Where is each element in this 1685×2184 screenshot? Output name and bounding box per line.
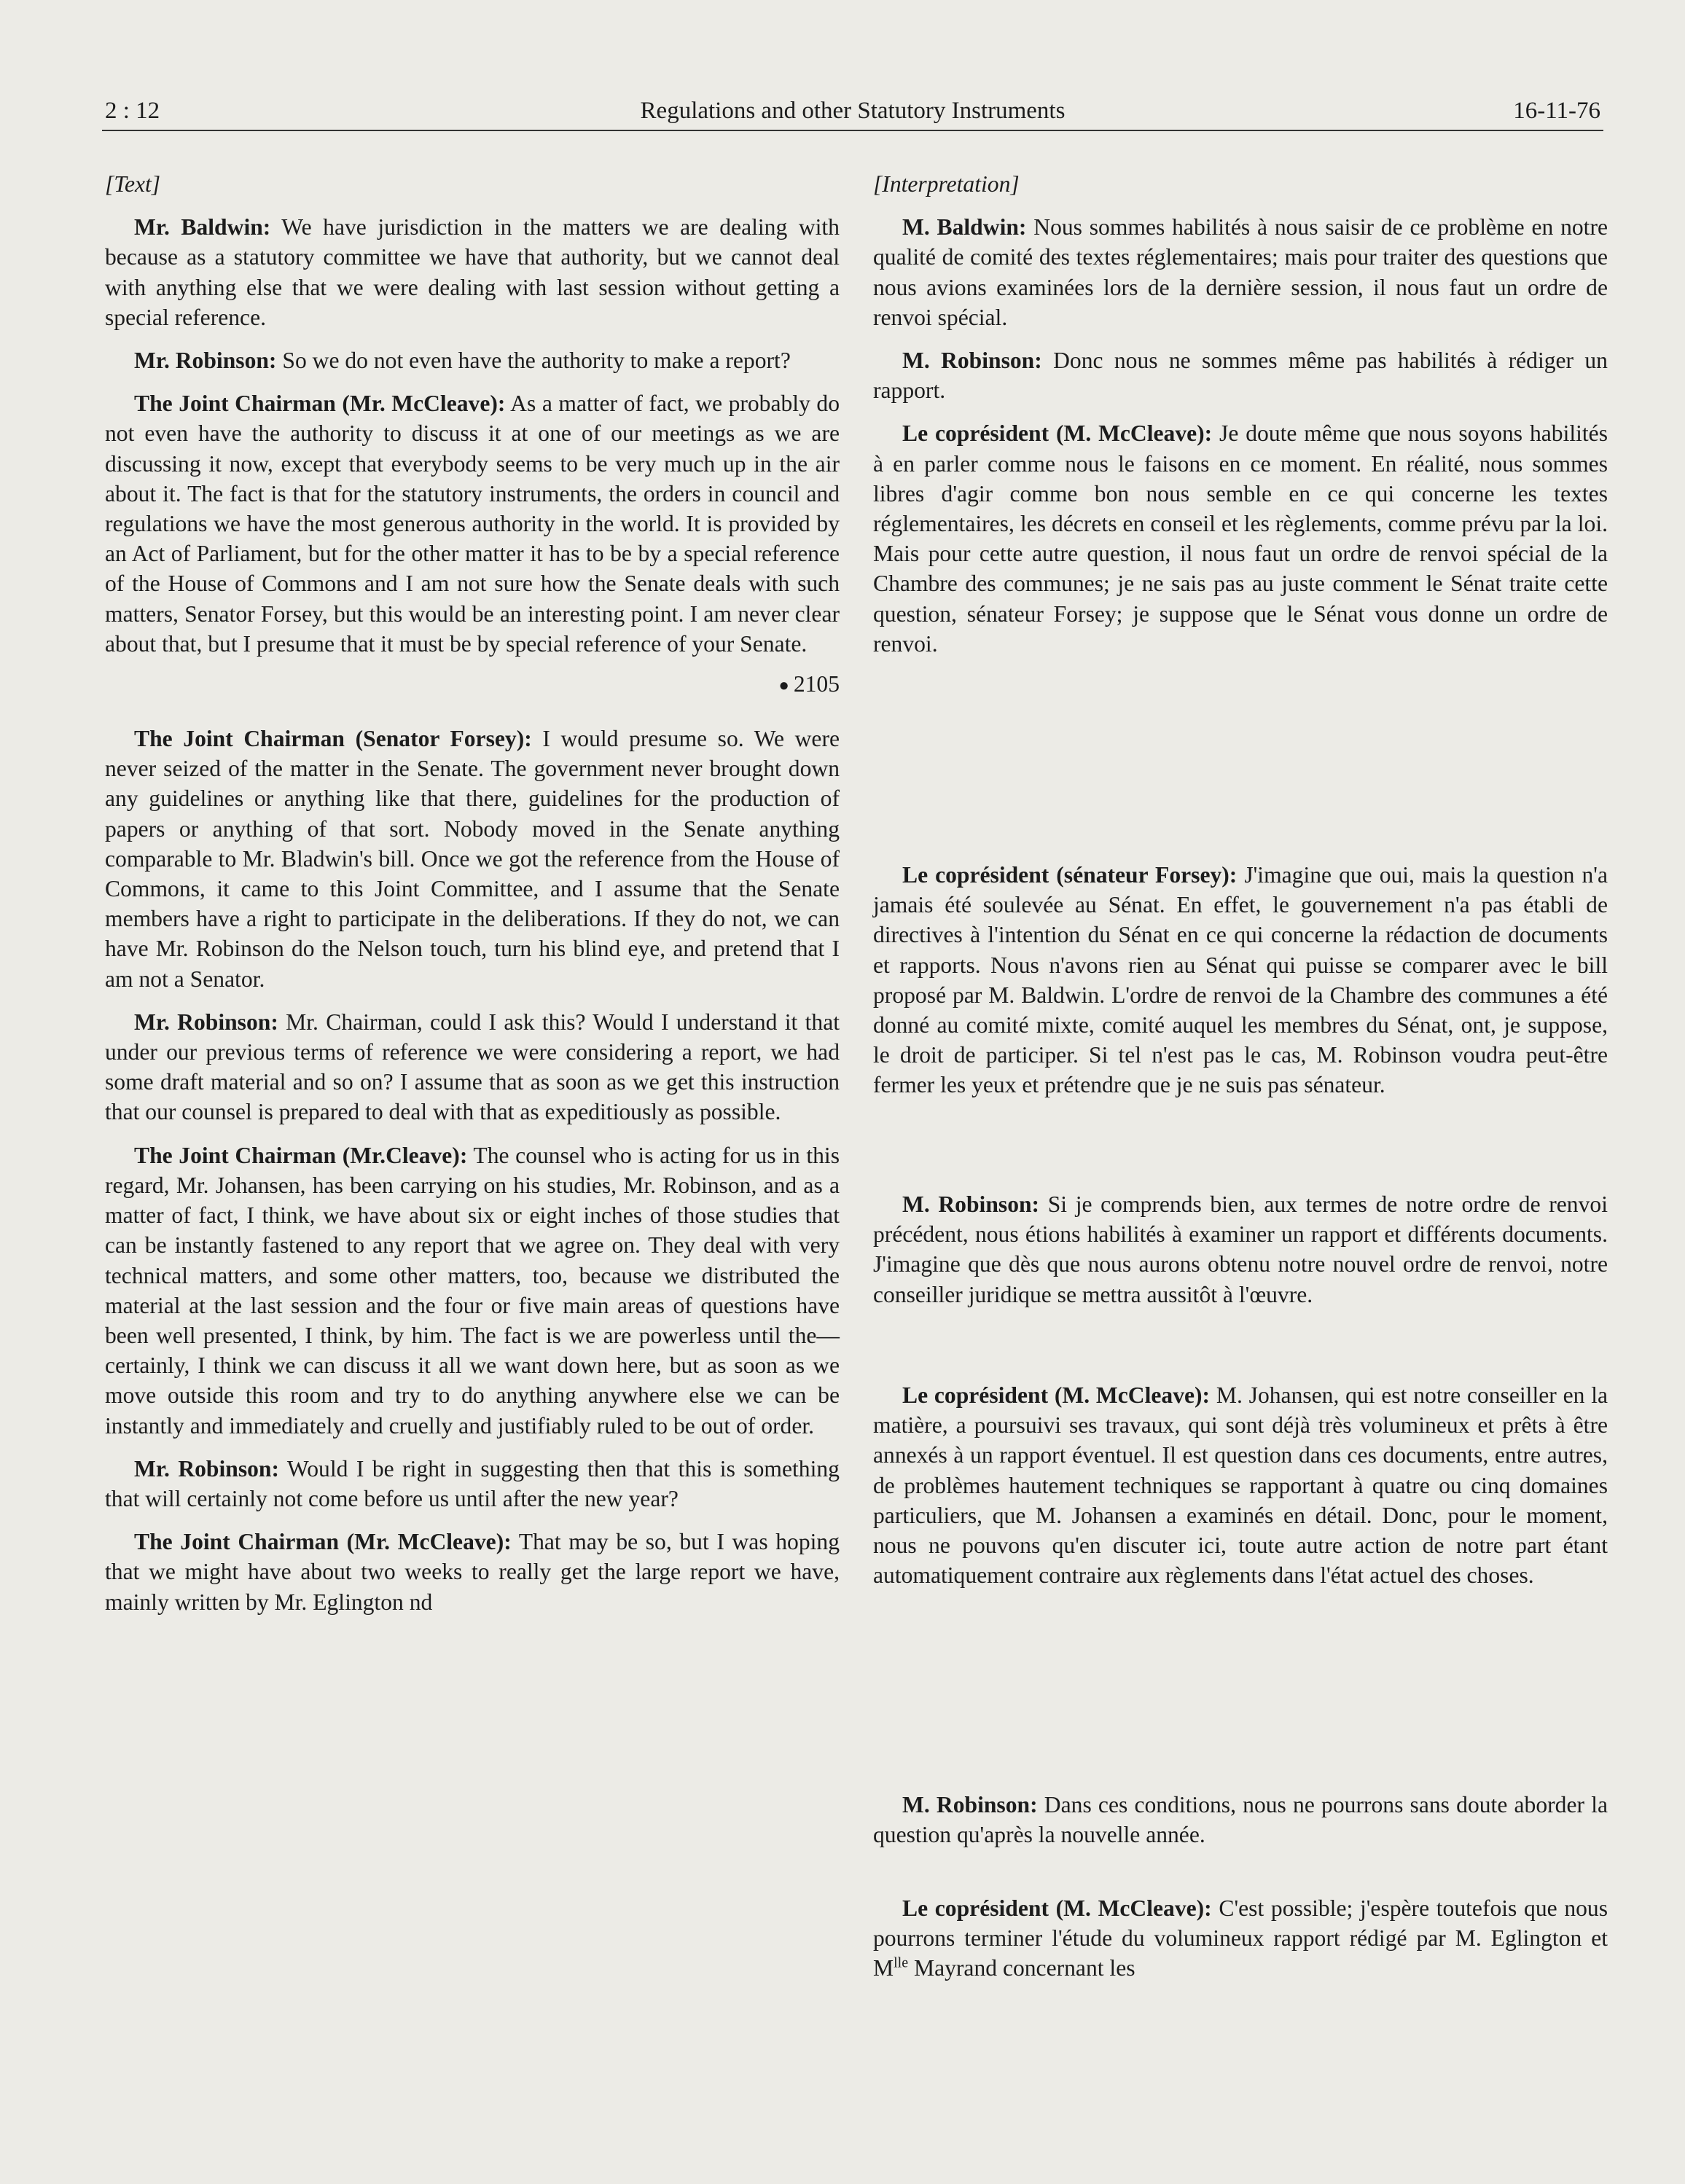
speech-paragraph — [873, 345, 1608, 405]
speech-paragraph — [105, 1007, 840, 1127]
text-label: [Text] — [105, 171, 161, 197]
session-date: 16-11-76 — [1513, 98, 1600, 124]
speech-paragraph — [873, 1189, 1608, 1310]
speaker-name: M. Robinson: — [902, 1792, 1038, 1817]
bullet-icon: ● — [778, 676, 789, 696]
speech-paragraph — [105, 1454, 840, 1514]
speech-text: J'imagine que oui, mais la question n'a jamais été soulevée au Sénat. En effet, le gouvernement n'a pas établi de directives à l'intention du Sénat en ce qui concerne la rédaction de documents et rapports. Nous n'avons rien au Sénat qui puisse se comparer avec le bill proposé par M. Baldwin. L'ordre de renvoi de la Chambre des communes a été donné au comité mixte, comité auquel les membres du Sénat, ont, je suppose, le droit de participer. Si tel n'est pas le cas, M. Robinson voudra peut-être fermer les yeux et prétendre que je ne suis pas sénateur. — [873, 862, 1608, 1098]
speech-paragraph — [873, 1790, 1608, 1850]
speaker-name: M. Robinson: — [902, 348, 1042, 374]
speech-text: Dans ces conditions, nous ne pourrons sans doute aborder la question qu'après la nouvelle année. — [873, 1792, 1608, 1848]
speaker-name: The Joint Chairman (Senator Forsey): — [134, 726, 532, 752]
page-number: 2 : 12 — [105, 98, 160, 124]
speaker-name: The Joint Chairman (Mr.Cleave): — [134, 1142, 468, 1168]
speaker-name: The Joint Chairman (Mr. McCleave): — [134, 1529, 512, 1555]
speaker-name: M. Baldwin: — [902, 214, 1027, 240]
speech-paragraph — [105, 388, 840, 659]
speech-text: I would presume so. We were never seized of the matter in the Senate. The government never brought down any guidelines or anything like that there, guidelines for the production of papers or anything of that sort. Nobody moved in the Senate anything comparable to Mr. Bladwin's bill. Once we got the reference from the House of Commons, it came to this Joint Committee, and I assume that the Senate members have a right to participate in the deliberations. If they do not, we can have Mr. Robinson do the Nelson touch, turn his blind eye, and pretend that I am not a Senator. — [105, 726, 840, 992]
speaker-name: Mr. Robinson: — [134, 1009, 278, 1035]
superscript-text: lle — [894, 1954, 909, 1971]
speech-text: Je doute même que nous soyons habilités à en parler comme nous le faisons en ce moment. En réalité, nous sommes libres d'agir comme bon nous semble en ce qui concerne les textes réglementaires, les décrets en conseil et les règlements, comme prévu par la loi. Mais pour cette autre question, il nous faut un ordre de renvoi spécial de la Chambre des communes; je ne sais pas au juste comment le Sénat traite cette question, sénateur Forsey; je suppose que le Sénat vous donne un ordre de renvoi. — [873, 420, 1608, 657]
publication-title: Regulations and other Statutory Instruments — [640, 98, 1066, 124]
speech-text: That may be so, but I was hoping that we might have about two weeks to really get the large report we have, mainly written by Mr. Eglington nd — [105, 1529, 840, 1615]
speech-text-tail: Mayrand concernant les — [908, 1955, 1135, 1981]
english-column — [105, 169, 840, 1617]
speaker-name: Le coprésident (M. McCleave): — [902, 1382, 1211, 1408]
speaker-name: The Joint Chairman (Mr. McCleave): — [134, 391, 506, 417]
french-column — [873, 169, 1608, 2064]
speech-paragraph — [873, 418, 1608, 659]
speech-text: Mr. Chairman, could I ask this? Would I understand it that under our previous terms of reference we were considering a report, we had some draft material and so on? I assume that as soon as we get this instruction that our counsel is prepared to deal with that as expeditiously as possible. — [105, 1009, 840, 1125]
speech-text: The counsel who is acting for us in this regard, Mr. Johansen, has been carrying on his studies, Mr. Robinson, and as a matter of fact, I think, we have about six or eight inches of those studies that can be instantly fastened to any report that we agree on. They deal with very technical matters, and some other matters, too, because we distributed the material at the last session and the four or five main areas of questions have been well presented, I think, by him. The fact is we are powerless until the— certainly, I think we can discuss it all we want down here, but as soon as we move outside this room and try to do anything anywhere else we can be instantly and immediately and cruelly and justifiably ruled to be out of order. — [105, 1142, 840, 1439]
speech-paragraph — [873, 1380, 1608, 1590]
speech-text: Would I be right in suggesting then that this is something that will certainly not come before us until after the new year? — [105, 1455, 840, 1511]
speech-paragraph — [105, 345, 840, 375]
speaker-name: M. Robinson: — [902, 1191, 1040, 1217]
speech-text: We have jurisdiction in the matters we are dealing with because as a statutory committee we have that authority, but we cannot deal with anything else that we were dealing with last session without getting a special reference. — [105, 214, 840, 330]
speech-text: M. Johansen, qui est notre conseiller en la matière, a poursuivi ses travaux, qui sont déjà très volumineux et prêts à être annexés à un rapport éventuel. Il est question dans ces documents, entre autres, de problèmes hautement techniques se rapportant à quatre ou cinq domaines particuliers, que M. Johansen a examinés en détail. Donc, pour le moment, nous ne pouvons qu'en discuter ici, toute autre action de notre part étant automatiquement contraire aux règlements dans l'état actuel des choses. — [873, 1382, 1608, 1589]
speech-text: C'est possible; j'espère toutefois que nous pourrons terminer l'étude du volumineux rapport rédigé par M. Eglington et M — [873, 1895, 1608, 1981]
time-marker — [105, 669, 840, 699]
speech-paragraph — [105, 724, 840, 994]
speaker-name: Le coprésident (M. McCleave): — [902, 1895, 1212, 1921]
speech-text: Si je comprends bien, aux termes de notre ordre de renvoi précédent, nous étions habilités à examiner un rapport et différents documents. J'imagine que dès que nous aurons obtenu notre nouvel ordre de renvoi, notre conseiller juridique se mettra aussitôt à l'œuvre. — [873, 1191, 1608, 1307]
speech-paragraph — [873, 860, 1608, 1100]
interpretation-label: [Interpretation] — [873, 171, 1020, 197]
speaker-name: Le coprésident (M. McCleave): — [902, 420, 1213, 447]
time-marker-value: 2105 — [793, 671, 840, 697]
speaker-name: Le coprésident (sénateur Forsey): — [902, 862, 1238, 888]
speech-text: Nous sommes habilités à nous saisir de ce problème en notre qualité de comité des textes réglementaires; mais pour traiter des questions que nous avions examinées lors de la dernière session, il nous faut un ordre de renvoi spécial. — [873, 214, 1608, 330]
speaker-name: Mr. Robinson: — [134, 348, 277, 374]
speech-text: So we do not even have the authority to make a report? — [276, 348, 791, 374]
speaker-name: Mr. Robinson: — [134, 1455, 280, 1482]
running-header — [102, 93, 1603, 131]
speaker-name: Mr. Baldwin: — [134, 214, 271, 240]
speech-paragraph — [873, 1893, 1608, 1984]
speech-paragraph — [105, 1527, 840, 1617]
speech-paragraph — [105, 1140, 840, 1441]
speech-text: Donc nous ne sommes même pas habilités à rédiger un rapport. — [873, 348, 1608, 404]
speech-text: As a matter of fact, we probably do not even have the authority to discuss it at one of our meetings as we are discussing it now, except that everybody seems to be very much up in the air about it. The fact is that for the statutory instruments, the orders in council and regulations we have the most generous authority in the world. It is provided by an Act of Parliament, but for the other matter it has to be by a special reference of the House of Commons and I am not sure how the Senate deals with such matters, Senator Forsey, but this would be an interesting point. I am never clear about that, but I presume that it must be by special reference of your Senate. — [105, 391, 840, 657]
speech-paragraph — [105, 212, 840, 332]
speech-paragraph — [873, 212, 1608, 332]
